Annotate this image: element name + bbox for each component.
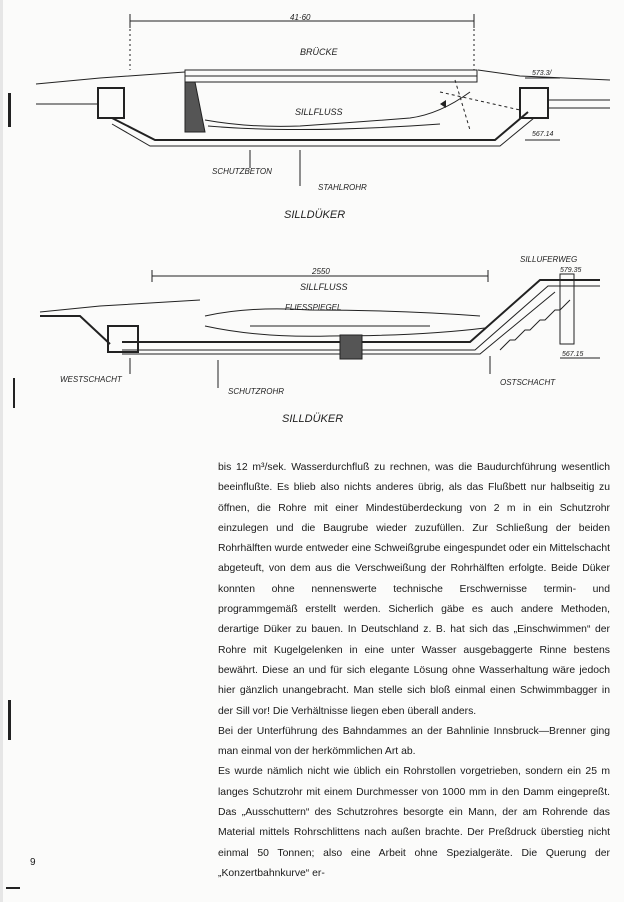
paragraph: Es wurde nämlich nicht wie üblich ein Rohrstollen vorgetrieben, sondern ein 25 m langes Schutzrohr mit einem Durchmesser von 1000 mm in den Damm eingepreßt. Das „Ausschuttern“ des Schutzrohres besorgte ein Mann, der am Rohrende das Material mittels Rohrschlittens nach außen brachte. Der Preßdruck überstieg nicht einmal 50 Tonnen; also eine Arbeit ohne Spezialgeräte. Die Querung der „Konzertbahnkurve“ er-: [218, 766, 610, 879]
lower-level-top-label: 579.35: [560, 267, 582, 274]
lower-water-level-label: FLIESSPIEGEL: [285, 303, 342, 312]
upper-pipe-label: STAHLROHR: [318, 183, 367, 192]
lower-dimension-label: 2550: [312, 267, 330, 276]
page-number: 9: [30, 857, 36, 868]
lower-path-label: SILLUFERWEG: [520, 255, 578, 264]
lower-east-shaft-label: OSTSCHACHT: [500, 378, 556, 387]
upper-river-label: SILLFLUSS: [295, 107, 343, 117]
upper-bridge-label: BRÜCKE: [300, 47, 338, 57]
lower-river-label: SILLFLUSS: [300, 282, 348, 292]
paragraph: bis 12 m³/sek. Wasserdurchfluß zu rechnen, was die Baudurchführung wesentlich beeinflußte. Es blieb also nichts anderes übrig, als das Flußbett nur halbseitig zu öffnen, die Rohre mit einer Mindestüberdeckung von 2 m in ein Schutzrohr einzulegen und die Baugrube wieder zuzufüllen. Zur Schließung der beiden Rohrhälften wurde entweder eine Schweißgrube eingespundet oder ein Mittelschacht abgeteuft, von dem aus die Verschweißung der Rohrhälften erfolgte. Beide Düker konnten ohne nennenswerte technische Erschwernisse termin- und programmgemäß erstellt werden. Sicherlich gäbe es auch andere Methoden, derartige Düker zu bauen. In Deutschland z. B. hat sich das „Einschwimmen“ der Rohre mit Kugelgelenken in eine unter Wasser ausgebaggerte Rinne bestens bewährt. Diese an und für sich elegante Lösung ohne Wasserhaltung wäre jedoch hier gänzlich unangebracht. Man stelle sich bloß einmal einen Schwimmbagger in der Sill vor! Die Verhältnisse liegen eben überall anders.: [218, 462, 610, 717]
lower-protective-pipe-label: SCHUTZROHR: [228, 387, 284, 396]
upper-caption: SILLDÜKER: [284, 209, 346, 221]
scan-mark: [6, 887, 20, 889]
lower-level-bottom-label: 567.15: [562, 351, 584, 358]
lower-west-shaft-label: WESTSCHACHT: [60, 375, 122, 384]
upper-level-top-label: 573.3/: [532, 70, 552, 77]
scan-mark: [8, 700, 11, 740]
upper-level-bottom-label: 567.14: [532, 131, 554, 138]
lower-section-drawing: [0, 240, 624, 440]
upper-concrete-label: SCHUTZBETON: [212, 167, 272, 176]
paragraph: Bei der Unterführung des Bahndammes an der Bahnlinie Innsbruck—Brenner ging man einmal von der herkömmlichen Art ab.: [218, 725, 610, 758]
upper-dimension-label: 41·60: [290, 13, 311, 22]
article-body: [218, 458, 610, 884]
upper-section-drawing: [0, 0, 624, 230]
lower-caption: SILLDÜKER: [282, 413, 344, 425]
